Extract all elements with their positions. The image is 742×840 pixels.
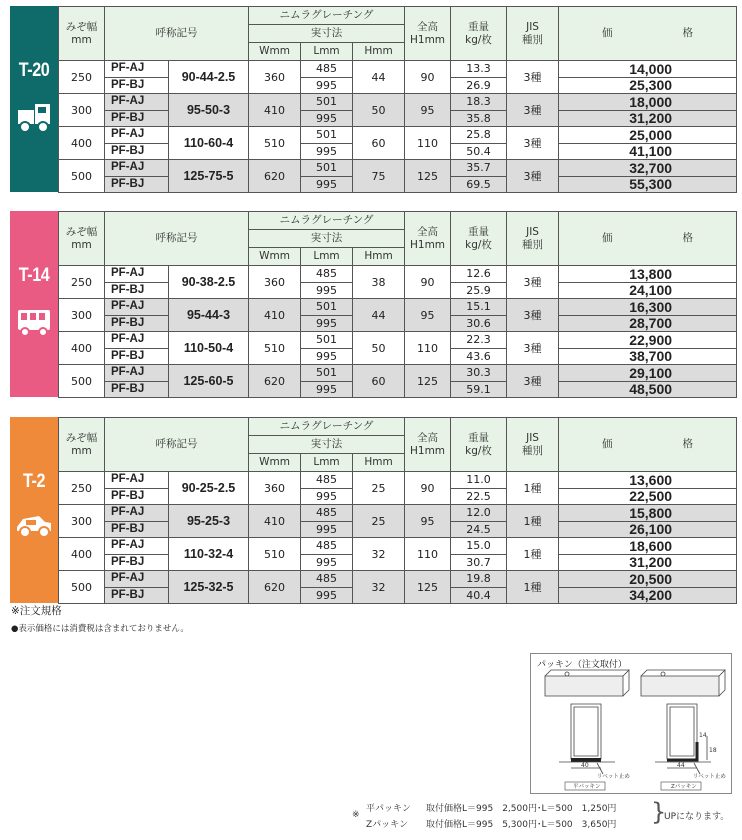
model-bj: PF-BJ <box>105 381 169 398</box>
load-class-label: T-20 <box>18 60 50 81</box>
price-cell: 18,600 <box>559 538 737 555</box>
model-bj: PF-BJ <box>105 348 169 365</box>
weight-cell: 30.7 <box>451 554 507 571</box>
h1-cell: 125 <box>405 571 451 604</box>
load-class-band <box>10 211 58 397</box>
dim-44: 44 <box>677 762 685 769</box>
model-bj: PF-BJ <box>105 282 169 299</box>
h-cell: 25 <box>353 505 405 538</box>
weight-cell: 22.5 <box>451 488 507 505</box>
col-price-header: 価 格 <box>559 212 737 266</box>
h-cell: 25 <box>353 472 405 505</box>
price-cell: 32,700 <box>559 160 737 177</box>
footer-up: UPになります。 <box>664 812 730 822</box>
dim-14: 14 <box>699 732 707 739</box>
model-bj: PF-BJ <box>105 143 169 160</box>
table-row <box>59 472 737 489</box>
col-width-header: みぞ幅 mm <box>59 212 105 266</box>
w-cell: 620 <box>249 571 301 604</box>
weight-cell: 15.0 <box>451 538 507 555</box>
l-cell: 995 <box>301 282 353 299</box>
price-cell: 26,100 <box>559 521 737 538</box>
packing-diagram <box>531 654 731 793</box>
jis-cell: 3種 <box>507 160 559 193</box>
price-cell: 31,200 <box>559 554 737 571</box>
h1-cell: 125 <box>405 365 451 398</box>
price-cell: 48,500 <box>559 381 737 398</box>
l-cell: 485 <box>301 472 353 489</box>
col-h-header: Hmm <box>353 454 405 472</box>
model-bj: PF-BJ <box>105 488 169 505</box>
l-cell: 501 <box>301 160 353 177</box>
width-cell: 250 <box>59 472 105 505</box>
l-cell: 995 <box>301 587 353 604</box>
rivet-left: リベット止め <box>597 774 630 780</box>
spec-table <box>58 417 737 604</box>
l-cell: 485 <box>301 266 353 283</box>
jis-cell: 1種 <box>507 505 559 538</box>
model-aj: PF-AJ <box>105 299 169 316</box>
model-bj: PF-BJ <box>105 521 169 538</box>
footer-row1-name: 平パッキン <box>366 804 411 814</box>
table-row <box>59 94 737 111</box>
jis-cell: 1種 <box>507 538 559 571</box>
width-cell: 400 <box>59 127 105 160</box>
col-width-header: みぞ幅 mm <box>59 418 105 472</box>
footer-row2-text: 取付価格L＝995 5,300円･L＝500 3,650円 <box>426 820 617 830</box>
model-aj: PF-AJ <box>105 571 169 588</box>
width-cell: 500 <box>59 365 105 398</box>
weight-cell: 26.9 <box>451 77 507 94</box>
col-grating-header: ニムラグレーチング <box>249 7 405 25</box>
width-cell: 300 <box>59 299 105 332</box>
weight-cell: 40.4 <box>451 587 507 604</box>
code-cell: 125-75-5 <box>169 160 249 193</box>
jis-cell: 3種 <box>507 94 559 127</box>
table-row <box>59 61 737 78</box>
weight-cell: 59.1 <box>451 381 507 398</box>
w-cell: 410 <box>249 94 301 127</box>
l-cell: 485 <box>301 61 353 78</box>
col-grating-header: ニムラグレーチング <box>249 212 405 230</box>
col-height-header: 全高 H1mm <box>405 212 451 266</box>
l-cell: 501 <box>301 127 353 144</box>
w-cell: 360 <box>249 61 301 94</box>
width-cell: 250 <box>59 61 105 94</box>
l-cell: 995 <box>301 554 353 571</box>
code-cell: 90-44-2.5 <box>169 61 249 94</box>
model-aj: PF-AJ <box>105 127 169 144</box>
h1-cell: 90 <box>405 472 451 505</box>
table-row <box>59 332 737 349</box>
col-l-header: Lmm <box>301 454 353 472</box>
width-cell: 500 <box>59 160 105 193</box>
price-cell: 14,000 <box>559 61 737 78</box>
price-cell: 29,100 <box>559 365 737 382</box>
code-cell: 95-50-3 <box>169 94 249 127</box>
col-width-header: みぞ幅 mm <box>59 7 105 61</box>
rivet-right: リベット止め <box>693 774 726 780</box>
width-cell: 300 <box>59 505 105 538</box>
l-cell: 995 <box>301 77 353 94</box>
truck-icon <box>16 92 52 138</box>
width-cell: 300 <box>59 94 105 127</box>
figure-title: パッキン（注文取付） <box>537 660 627 670</box>
load-class-band <box>10 6 58 192</box>
h1-cell: 95 <box>405 505 451 538</box>
l-cell: 995 <box>301 488 353 505</box>
col-weight-header: 重量 kg/枚 <box>451 418 507 472</box>
col-dims-header: 実寸法 <box>249 230 405 248</box>
l-cell: 995 <box>301 110 353 127</box>
bus-icon <box>16 297 52 341</box>
l-cell: 501 <box>301 299 353 316</box>
h-cell: 44 <box>353 299 405 332</box>
price-cell: 15,800 <box>559 505 737 522</box>
h-cell: 50 <box>353 94 405 127</box>
price-cell: 31,200 <box>559 110 737 127</box>
price-cell: 20,500 <box>559 571 737 588</box>
code-cell: 110-32-4 <box>169 538 249 571</box>
dim-40-left: 40 <box>581 762 589 769</box>
model-aj: PF-AJ <box>105 266 169 283</box>
code-cell: 125-32-5 <box>169 571 249 604</box>
col-code-header: 呼称記号 <box>105 418 249 472</box>
model-bj: PF-BJ <box>105 554 169 571</box>
footer-mark: ※ <box>352 810 360 820</box>
model-aj: PF-AJ <box>105 332 169 349</box>
h-cell: 44 <box>353 61 405 94</box>
footer-row2-name: Zパッキン <box>366 820 409 830</box>
col-dims-header: 実寸法 <box>249 436 405 454</box>
col-code-header: 呼称記号 <box>105 212 249 266</box>
l-cell: 485 <box>301 538 353 555</box>
h1-cell: 110 <box>405 332 451 365</box>
model-aj: PF-AJ <box>105 94 169 111</box>
col-l-header: Lmm <box>301 43 353 61</box>
code-cell: 95-25-3 <box>169 505 249 538</box>
weight-cell: 19.8 <box>451 571 507 588</box>
col-jis-header: JIS 種別 <box>507 7 559 61</box>
load-class-table <box>10 6 736 192</box>
weight-cell: 35.8 <box>451 110 507 127</box>
l-cell: 995 <box>301 381 353 398</box>
width-cell: 250 <box>59 266 105 299</box>
col-weight-header: 重量 kg/枚 <box>451 7 507 61</box>
weight-cell: 35.7 <box>451 160 507 177</box>
jis-cell: 3種 <box>507 127 559 160</box>
col-l-header: Lmm <box>301 248 353 266</box>
weight-cell: 15.1 <box>451 299 507 316</box>
jis-cell: 3種 <box>507 61 559 94</box>
weight-cell: 22.3 <box>451 332 507 349</box>
l-cell: 995 <box>301 315 353 332</box>
l-cell: 501 <box>301 365 353 382</box>
flat-packing-caption: 平パッキン <box>573 784 601 790</box>
model-bj: PF-BJ <box>105 176 169 193</box>
w-cell: 620 <box>249 160 301 193</box>
l-cell: 501 <box>301 332 353 349</box>
h-cell: 75 <box>353 160 405 193</box>
weight-cell: 12.0 <box>451 505 507 522</box>
table-row <box>59 160 737 177</box>
code-cell: 95-44-3 <box>169 299 249 332</box>
weight-cell: 13.3 <box>451 61 507 78</box>
spec-table <box>58 6 737 193</box>
l-cell: 485 <box>301 571 353 588</box>
jis-cell: 3種 <box>507 332 559 365</box>
jis-cell: 3種 <box>507 365 559 398</box>
col-h-header: Hmm <box>353 43 405 61</box>
load-class-table <box>10 417 736 603</box>
h-cell: 60 <box>353 365 405 398</box>
l-cell: 995 <box>301 521 353 538</box>
price-cell: 18,000 <box>559 94 737 111</box>
weight-cell: 25.8 <box>451 127 507 144</box>
weight-cell: 18.3 <box>451 94 507 111</box>
footer-brace: } <box>651 798 667 826</box>
h1-cell: 110 <box>405 127 451 160</box>
col-w-header: Wmm <box>249 454 301 472</box>
dim-18: 18 <box>709 747 717 754</box>
h1-cell: 90 <box>405 61 451 94</box>
price-cell: 25,300 <box>559 77 737 94</box>
model-bj: PF-BJ <box>105 77 169 94</box>
table-row <box>59 266 737 283</box>
weight-cell: 24.5 <box>451 521 507 538</box>
w-cell: 510 <box>249 127 301 160</box>
load-class-label: T-14 <box>18 265 50 286</box>
w-cell: 620 <box>249 365 301 398</box>
weight-cell: 69.5 <box>451 176 507 193</box>
col-code-header: 呼称記号 <box>105 7 249 61</box>
l-cell: 485 <box>301 505 353 522</box>
code-cell: 110-60-4 <box>169 127 249 160</box>
w-cell: 510 <box>249 538 301 571</box>
price-cell: 22,500 <box>559 488 737 505</box>
model-aj: PF-AJ <box>105 160 169 177</box>
code-cell: 125-60-5 <box>169 365 249 398</box>
h-cell: 38 <box>353 266 405 299</box>
w-cell: 510 <box>249 332 301 365</box>
weight-cell: 11.0 <box>451 472 507 489</box>
col-price-header: 価 格 <box>559 418 737 472</box>
l-cell: 995 <box>301 176 353 193</box>
width-cell: 400 <box>59 332 105 365</box>
width-cell: 400 <box>59 538 105 571</box>
price-cell: 41,100 <box>559 143 737 160</box>
w-cell: 360 <box>249 266 301 299</box>
car-icon <box>15 503 53 543</box>
width-cell: 500 <box>59 571 105 604</box>
w-cell: 410 <box>249 299 301 332</box>
jis-cell: 1種 <box>507 571 559 604</box>
model-aj: PF-AJ <box>105 61 169 78</box>
h1-cell: 95 <box>405 299 451 332</box>
price-cell: 28,700 <box>559 315 737 332</box>
col-grating-header: ニムラグレーチング <box>249 418 405 436</box>
jis-cell: 1種 <box>507 472 559 505</box>
col-jis-header: JIS 種別 <box>507 212 559 266</box>
table-row <box>59 571 737 588</box>
h-cell: 32 <box>353 571 405 604</box>
col-price-header: 価 格 <box>559 7 737 61</box>
model-aj: PF-AJ <box>105 538 169 555</box>
w-cell: 410 <box>249 505 301 538</box>
weight-cell: 30.3 <box>451 365 507 382</box>
load-class-band <box>10 417 58 603</box>
price-cell: 16,300 <box>559 299 737 316</box>
code-cell: 90-25-2.5 <box>169 472 249 505</box>
h1-cell: 110 <box>405 538 451 571</box>
model-aj: PF-AJ <box>105 505 169 522</box>
tax-note: ●表示価格には消費税は含まれておりません。 <box>11 624 189 634</box>
weight-cell: 50.4 <box>451 143 507 160</box>
weight-cell: 25.9 <box>451 282 507 299</box>
col-height-header: 全高 H1mm <box>405 7 451 61</box>
col-dims-header: 実寸法 <box>249 25 405 43</box>
price-cell: 22,900 <box>559 332 737 349</box>
h-cell: 50 <box>353 332 405 365</box>
table-row <box>59 505 737 522</box>
table-row <box>59 127 737 144</box>
jis-cell: 3種 <box>507 299 559 332</box>
table-row <box>59 365 737 382</box>
table-row <box>59 538 737 555</box>
weight-cell: 30.6 <box>451 315 507 332</box>
col-height-header: 全高 H1mm <box>405 418 451 472</box>
col-w-header: Wmm <box>249 248 301 266</box>
col-jis-header: JIS 種別 <box>507 418 559 472</box>
col-weight-header: 重量 kg/枚 <box>451 212 507 266</box>
model-aj: PF-AJ <box>105 472 169 489</box>
l-cell: 995 <box>301 348 353 365</box>
model-bj: PF-BJ <box>105 315 169 332</box>
col-h-header: Hmm <box>353 248 405 266</box>
price-cell: 13,600 <box>559 472 737 489</box>
price-cell: 38,700 <box>559 348 737 365</box>
h1-cell: 95 <box>405 94 451 127</box>
price-cell: 34,200 <box>559 587 737 604</box>
weight-cell: 12.6 <box>451 266 507 283</box>
l-cell: 995 <box>301 143 353 160</box>
model-aj: PF-AJ <box>105 365 169 382</box>
price-cell: 13,800 <box>559 266 737 283</box>
jis-cell: 3種 <box>507 266 559 299</box>
h-cell: 32 <box>353 538 405 571</box>
load-class-label: T-2 <box>22 471 46 492</box>
weight-cell: 43.6 <box>451 348 507 365</box>
model-bj: PF-BJ <box>105 587 169 604</box>
packing-figure <box>530 653 732 794</box>
code-cell: 110-50-4 <box>169 332 249 365</box>
load-class-table <box>10 211 736 397</box>
footer-row1-text: 取付価格L＝995 2,500円･L＝500 1,250円 <box>426 804 617 814</box>
order-note: ※注文規格 <box>11 605 62 617</box>
z-packing-caption: Zパッキン <box>671 784 697 790</box>
col-w-header: Wmm <box>249 43 301 61</box>
h1-cell: 90 <box>405 266 451 299</box>
price-cell: 25,000 <box>559 127 737 144</box>
table-row <box>59 299 737 316</box>
h1-cell: 125 <box>405 160 451 193</box>
code-cell: 90-38-2.5 <box>169 266 249 299</box>
price-cell: 24,100 <box>559 282 737 299</box>
price-cell: 55,300 <box>559 176 737 193</box>
h-cell: 60 <box>353 127 405 160</box>
l-cell: 501 <box>301 94 353 111</box>
spec-table <box>58 211 737 398</box>
w-cell: 360 <box>249 472 301 505</box>
model-bj: PF-BJ <box>105 110 169 127</box>
